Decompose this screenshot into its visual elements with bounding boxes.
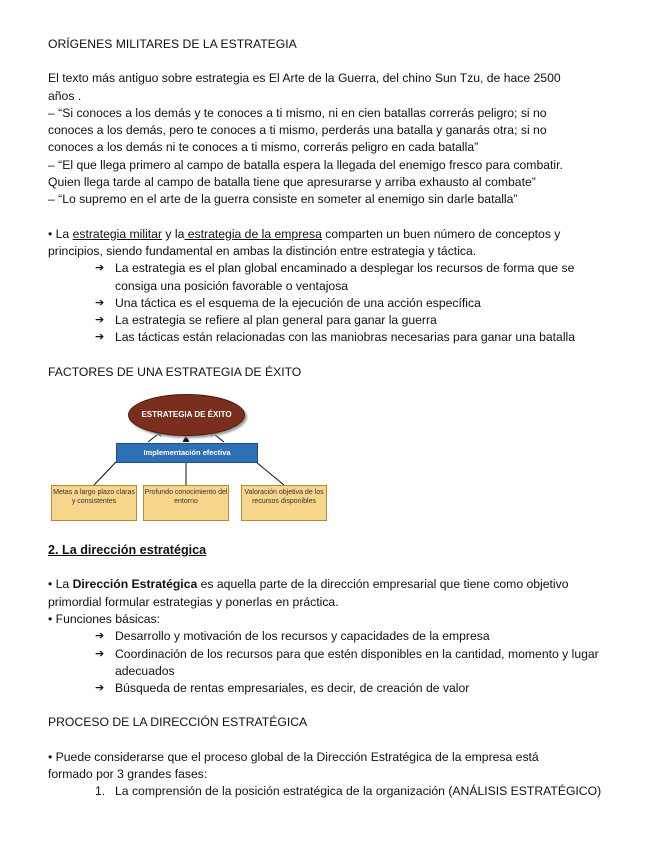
strategy-paragraph-line-2: principios, siendo fundamental en ambas la distinción entre estrategia y táctica. — [48, 243, 477, 258]
def-rest: es aquella parte de la dirección empresarial que tiene como objetivo — [197, 577, 569, 592]
list-item: ➔ La estrategia se refiere al plan general para ganar la guerra — [95, 312, 608, 329]
def-bold-term: Dirección Estratégica — [72, 577, 198, 592]
strategy-paragraph — [48, 226, 608, 243]
process-intro-line-1: • Puede considerarse que el proceso global de la Dirección Estratégica de la empresa está — [48, 749, 539, 764]
quote-2-line-2: Quien llega tarde al campo de batalla tiene que apresurarse y arriba exhausto al combate” — [48, 175, 536, 190]
intro-line-1: El texto más antiguo sobre estrategia es El Arte de la Guerra, del chino Sun Tzu, de hace 2500 — [48, 71, 561, 86]
link-estrategia-empresa[interactable]: estrategia de la empresa — [184, 226, 322, 241]
link-estrategia-militar[interactable]: estrategia militar — [72, 226, 163, 241]
section-title-factors: FACTORES DE UNA ESTRATEGIA DE ÉXITO — [48, 364, 302, 379]
quote-2-line-1: – “El que llega primero al campo de batalla espera la llegada del enemigo fresco para combatir. — [48, 157, 563, 172]
quote-1-line-2: conoces a los demás, pero te conoces a ti mismo, perderás una batalla y ganarás otra; si no — [48, 123, 547, 138]
intro-line-2: años . — [48, 88, 82, 103]
para-rest: comparten un buen número de conceptos y — [321, 226, 561, 241]
process-phase-list — [48, 783, 608, 800]
process-intro-line-2: formado por 3 grandes fases: — [48, 767, 208, 782]
definition-paragraph — [48, 576, 608, 593]
list-item-text: La comprensión de la posición estratégica de la organización (ANÁLISIS ESTRATÉGICO) — [115, 784, 602, 799]
factor-box-goals: Metas a largo plazo claras y consistentes — [51, 485, 137, 521]
section-title-origins: ORÍGENES MILITARES DE LA ESTRATEGIA — [48, 37, 297, 51]
quote-3: – “Lo supremo en el arte de la guerra consiste en someter al enemigo sin darle batalla” — [48, 192, 518, 207]
functions-bullet-list — [48, 628, 608, 697]
section-title-process: PROCESO DE LA DIRECCIÓN ESTRATÉGICA — [48, 715, 308, 730]
list-item: ➔ Desarrollo y motivación de los recursos y capacidades de la empresa — [95, 628, 608, 645]
document-page — [48, 36, 608, 801]
success-strategy-diagram — [48, 391, 338, 526]
list-item-number: 1. — [95, 784, 106, 799]
quote-1-line-1: – “Si conoces a los demás y te conoces a ti mismo, ni en cien batallas correrás peligro; si no — [48, 105, 547, 120]
para-mid: y la — [162, 226, 185, 241]
para-prefix: • La — [48, 226, 73, 241]
section-heading-direccion: 2. La dirección estratégica — [48, 543, 207, 558]
quote-1-line-3: conoces a los demás ni te conoces a ti mismo, correrás peligro en cada batalla” — [48, 140, 479, 155]
factor-box-environment: Profundo conocimiento del entorno — [143, 485, 229, 521]
list-item: ➔ Búsqueda de rentas empresariales, es decir, de creación de valor — [95, 680, 608, 697]
list-item: ➔ La estrategia es el plan global encaminado a desplegar los recursos de forma que se consiga una posición favorable o ventajosa — [95, 260, 608, 295]
strategy-bullet-list — [48, 260, 608, 346]
strategy-success-oval: ESTRATEGIA DE ÉXITO — [128, 394, 245, 436]
list-item: ➔ Una táctica es el esquema de la ejecución de una acción específica — [95, 295, 608, 312]
list-item: ➔ Coordinación de los recursos para que estén disponibles en la cantidad, momento y lugar adecuados — [95, 646, 608, 681]
functions-label: • Funciones básicas: — [48, 611, 160, 626]
definition-line-2: primordial formular estrategias y ponerlas en práctica. — [48, 594, 339, 609]
list-item: ➔ Las tácticas están relacionadas con las maniobras necesarias para ganar una batalla — [95, 329, 608, 346]
implementation-bar: Implementación efectiva — [116, 443, 258, 463]
factor-box-resources: Valoración objetiva de los recursos disponibles — [241, 485, 327, 521]
connector-right — [256, 462, 284, 485]
connector-left — [94, 462, 116, 485]
def-prefix: • La — [48, 577, 73, 592]
list-item — [95, 783, 608, 800]
